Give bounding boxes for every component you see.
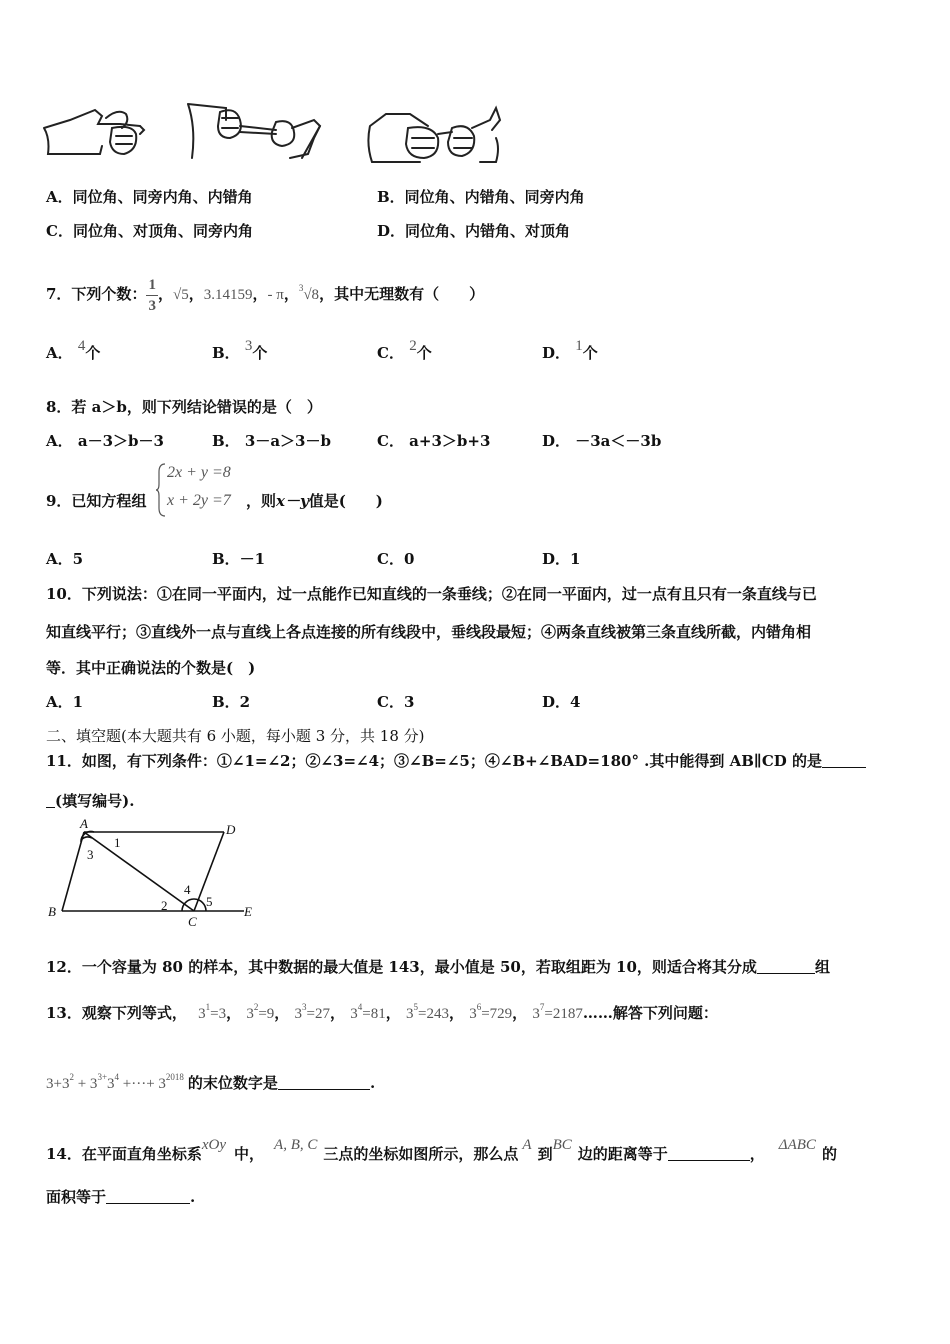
q12-text: 12．一个容量为 80 的样本，其中数据的最大值是 143，最小值是 50，若取组距为 10，则适合将其分成 [46,958,757,976]
q7-cbrt-index: 3 [298,283,304,293]
q7-option-c: C． 2个 [377,338,432,362]
q13-stem: 13．观察下列等式， $3^1=3$， $3^2=9$， $3^3=27$， $3^4=81$， $3^5=243$， $3^6=729$， $3^7=2187\dots\dots$解答下列问题： [46,1002,718,1022]
q9-expr: x－y [276,492,309,510]
q13-power-7: $3^7=2187$ [532,1002,583,1022]
q13-power-5: $3^5=243$ [405,1002,449,1022]
q14-triangle: ΔABC [778,1137,816,1153]
q11-text: 11．如图，有下列条件：①∠1=∠2；②∠3=∠4；③∠B=∠5；④∠B+∠BAD=180° .其中能得到 AB∥CD 的是 [46,752,823,770]
q11-line2 [46,790,134,811]
q9-option-b: B．－1 [212,550,266,568]
q10-option-a: A．1 [46,693,84,711]
q10-line2: 知直线平行；③直线外一点与直线上各点连接的所有线段中，垂线段最短；④两条直线被第三条直线所截，内错角相 [46,623,812,641]
q14-line2: 面积等于 . [46,1188,196,1206]
q14-area-label: 面积等于 [46,1188,107,1206]
q13-power-4: $3^4=81$ [350,1002,386,1022]
q7-cbrt-body: √8 [303,287,320,303]
q8-stem: 8．若 a＞b，则下列结论错误的是（ ） [46,398,322,416]
q9-suffix: 值是( ) [308,492,383,510]
q9-prefix: 9．已知方程组 [46,492,147,510]
q7-decimal: 3.14159 [203,287,253,303]
q6-option-d: D．同位角、内错角、对顶角 [377,222,571,240]
q11-hint: (填写编号). [55,792,135,810]
q13-power-1: $3^1=3$ [198,1002,227,1022]
q6-option-b: B．同位角、内错角、同旁内角 [377,188,585,206]
q14-line1 [46,1128,837,1171]
q9-option-c: C．0 [377,550,415,568]
q13-suffix: ……解答下列问题： [582,1004,718,1022]
label-a: A [80,816,88,831]
q7-prefix: 7．下列个数： [46,285,147,303]
q6-option-a: A．同位角、同旁内角、内错角 [46,188,253,206]
q7-sep: ， [252,285,268,303]
q12-suffix: 组 [814,958,830,976]
q14-mid2: 三点的坐标如图所示，那么点 [323,1145,519,1163]
q7-option-d: D． 1个 [542,338,598,362]
q10-line3: 等．其中正确说法的个数是( ) [46,659,256,677]
q14-answer-blank-2[interactable] [106,1189,190,1204]
q13-tail: 的末位数字是 [187,1074,278,1092]
q7-neg-pi: - π [267,287,284,303]
q13-power-3: $3^3=27$ [294,1002,331,1022]
q14-de: 的 [821,1145,837,1163]
label-d: D [226,822,236,837]
label-angle-5: 5 [206,894,213,909]
label-b: B [48,904,56,919]
label-c: C [188,914,197,926]
q11-answer-blank[interactable] [822,753,866,768]
q9-mid: ，则 [246,492,277,510]
angle-arc-a2 [82,837,92,839]
q11-answer-blank-cont[interactable] [46,793,55,808]
q14-comma: ， [749,1145,765,1163]
q7-frac-num: 1 [146,275,158,296]
q13-prefix: 13．观察下列等式， [46,1004,187,1022]
q7-cbrt [298,283,320,303]
q12-answer-blank[interactable] [757,959,815,974]
q10-option-b: B．2 [212,693,251,711]
q7-option-b: B． 3个 [212,338,268,362]
q14-point-a: A [522,1137,532,1153]
q8-option-b: B． 3－a＞3－b [212,432,331,450]
q13-power-6: $3^6=729$ [469,1002,513,1022]
q14-bc: BC [552,1137,572,1153]
q14-abc: A, B, C [274,1137,318,1153]
q8-option-a: A． a－3＞b－3 [46,432,164,450]
q9-eq2: x + 2y =7 [167,492,231,509]
q7-sqrt5: √5 [172,287,189,303]
q14-mid3: 边的距离等于 [577,1145,668,1163]
q14-answer-blank-1[interactable] [668,1146,750,1161]
q8-option-c: C． a+3＞b+3 [377,432,491,450]
q9-eq1: 2x + y =8 [167,464,231,481]
q9-option-a: A．5 [46,550,84,568]
q13-power-2: $3^2=9$ [246,1002,275,1022]
q9-system-brace [156,462,166,518]
label-angle-1: 1 [114,835,121,850]
q7-fraction [146,275,158,316]
q9-option-d: D．1 [542,550,581,568]
q13-sum-expression: $3+3^2 + 3^{3+}3^4$ +···+ $3^{2018}$ [46,1072,184,1092]
q7-option-a: A． 4个 [46,338,101,362]
segment-ac [84,832,194,911]
q7-sep: ， [283,285,299,303]
q7-sep: ， [188,285,204,303]
q14-xoy: xOy [201,1137,227,1153]
q7-stem [46,258,484,325]
q7-sep: ， [157,285,173,303]
q13-question: $3+3^2 + 3^{3+}3^4$ +···+ $3^{2018}$ 的末位数字是 . [46,1072,376,1092]
segment-ab [62,832,84,911]
q13-answer-blank[interactable] [278,1075,370,1090]
q11-line1 [46,750,866,771]
label-angle-4: 4 [184,882,191,897]
hand-gesture-figures [40,98,510,170]
section-heading: 二、填空题(本大题共有 6 小题，每小题 3 分，共 18 分) [46,727,425,745]
q12-stem [46,956,830,977]
q14-prefix: 14．在平面直角坐标系 [46,1145,202,1163]
q14-mid1: 中， [234,1145,265,1163]
q14-to: 到 [537,1145,553,1163]
q6-option-c: C．同位角、对顶角、同旁内角 [46,222,253,240]
q7-suffix: ，其中无理数有（ ） [319,285,485,303]
q10-option-d: D．4 [542,693,581,711]
q8-option-d: D． －3a＜－3b [542,432,662,450]
q11-parallelogram-figure [44,816,264,926]
label-angle-3: 3 [87,847,94,862]
label-angle-2: 2 [161,898,168,913]
q10-option-c: C．3 [377,693,415,711]
q10-line1: 10．下列说法：①在同一平面内，过一点能作已知直线的一条垂线；②在同一平面内，过一点有且只有一条直线与已 [46,585,817,603]
q7-frac-den: 3 [148,297,156,314]
q9-tail [246,490,383,511]
label-e: E [244,904,252,919]
